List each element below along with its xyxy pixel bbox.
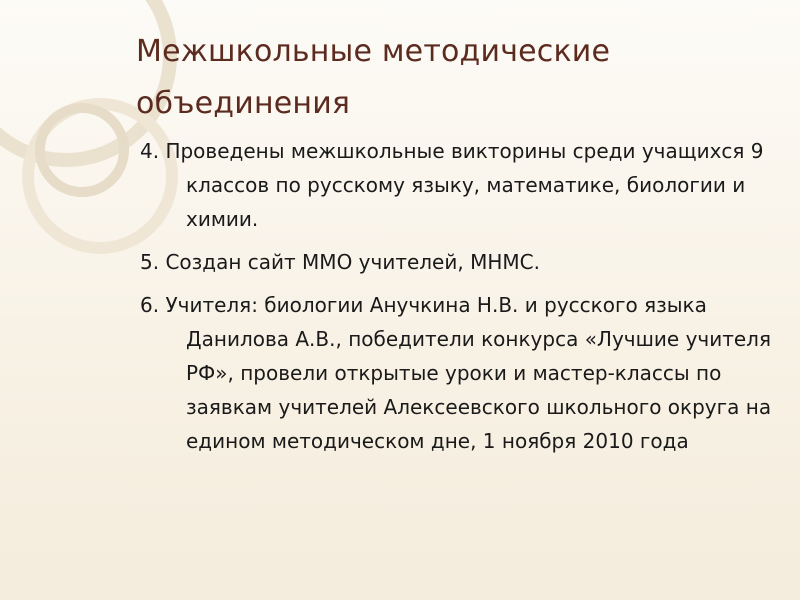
list-item: 5. Создан сайт ММО учителей, МНМС. (140, 250, 540, 274)
list-item: 6. Учителя: биологии Анучкина Н.В. и русского языка Данилова А.В., победители конкурса «Лучшие учителя РФ», провели открытые уроки и мастер-классы по заявкам учителей Алексеевского школьного округа на едином методическом дне, 1 ноября 2010 года (140, 293, 772, 453)
content-list (140, 134, 780, 467)
slide-title: Межшкольные методические объединения (136, 34, 611, 121)
list-item: 4. Проведены межшкольные викторины среди учащихся 9 классов по русскому языку, математике, биологии и химии. (140, 139, 764, 231)
